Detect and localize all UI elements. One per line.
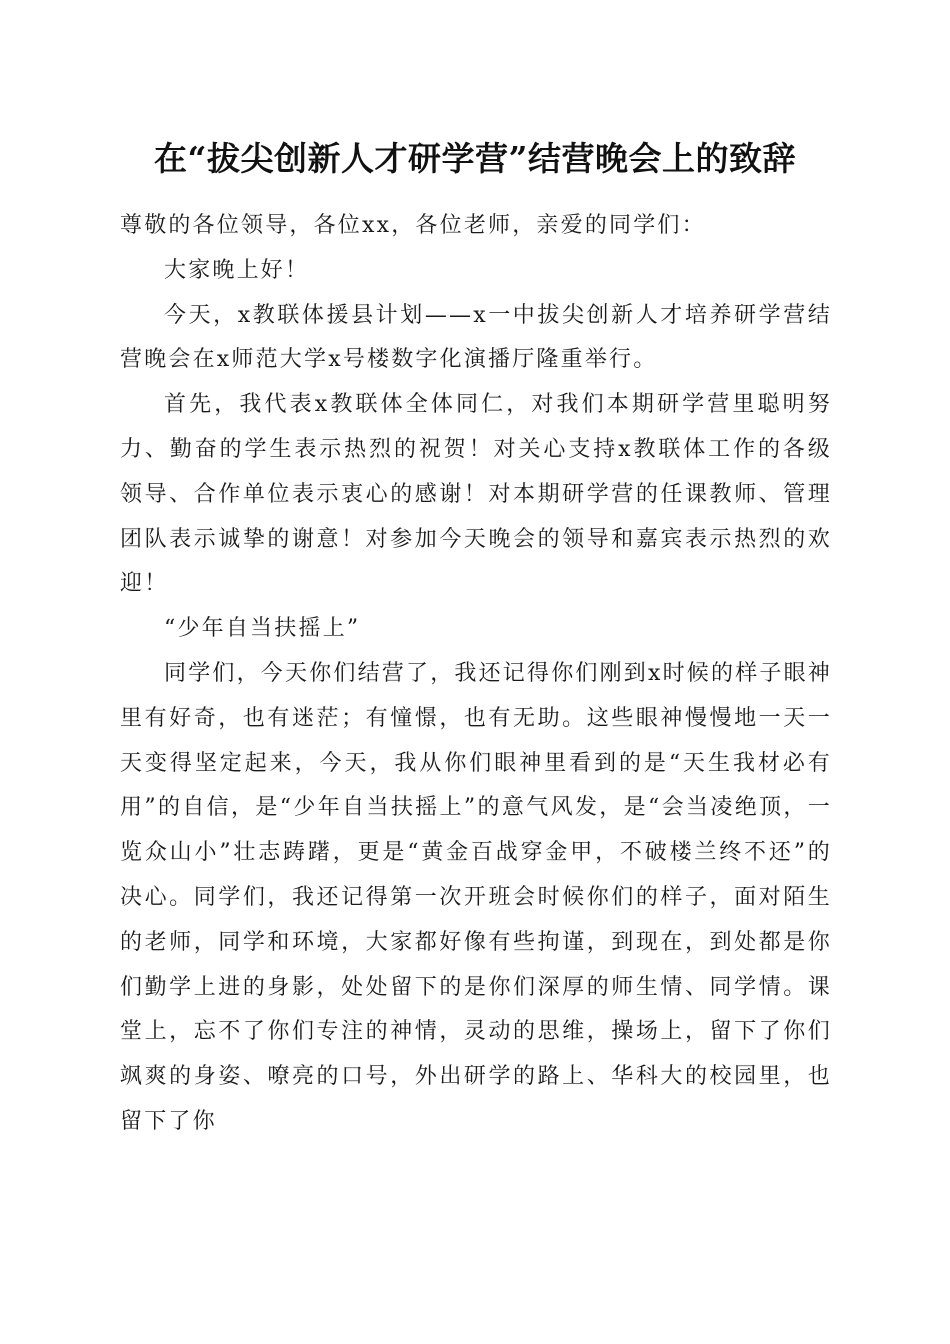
paragraph-thanks: 首先，我代表x教联体全体同仁，对我们本期研学营里聪明努力、勤奋的学生表示热烈的祝贺！对关心支持x教联体工作的各级领导、合作单位表示衷心的感谢！对本期研学营的任课教师、管理团队表示诚挚的谢意！对参加今天晚会的领导和嘉宾表示热烈的欢迎！	[120, 392, 832, 597]
paragraph-memories: 同学们，今天你们结营了，我还记得你们刚到x时候的样子眼神里有好奇，也有迷茫；有憧憬，也有无助。这些眼神慢慢地一天一天变得坚定起来，今天，我从你们眼神里看到的是“天生我材必有用”的自信，是“少年自当扶摇上”的意气风发，是“会当凌绝顶，一览众山小”壮志踌躇，更是“黄金百战穿金甲，不破楼兰终不还”的决心。同学们，我还记得第一次开班会时候你们的样子，面对陌生的老师，同学和环境，大家都好像有些拘谨，到现在，到处都是你们勤学上进的身影，处处留下的是你们深厚的师生情、同学情。课堂上，忘不了你们专注的神情，灵动的思维，操场上，留下了你们飒爽的身姿、嘹亮的口号，外出研学的路上、华科大的校园里，也留下了你	[120, 660, 833, 1134]
document-body	[120, 204, 832, 1145]
paragraph-intro: 今天，x教联体援县计划——x一中拔尖创新人才培养研学营结营晚会在x师范大学x号楼数字化演播厅隆重举行。	[120, 302, 832, 373]
section-heading: “少年自当扶摇上”	[164, 616, 361, 642]
paragraph-greeting: 大家晚上好！	[164, 257, 310, 283]
salutation: 尊敬的各位领导，各位xx，各位老师，亲爱的同学们：	[120, 213, 706, 238]
document-title: 在“拔尖创新人才研学营”结营晚会上的致辞	[154, 139, 796, 178]
